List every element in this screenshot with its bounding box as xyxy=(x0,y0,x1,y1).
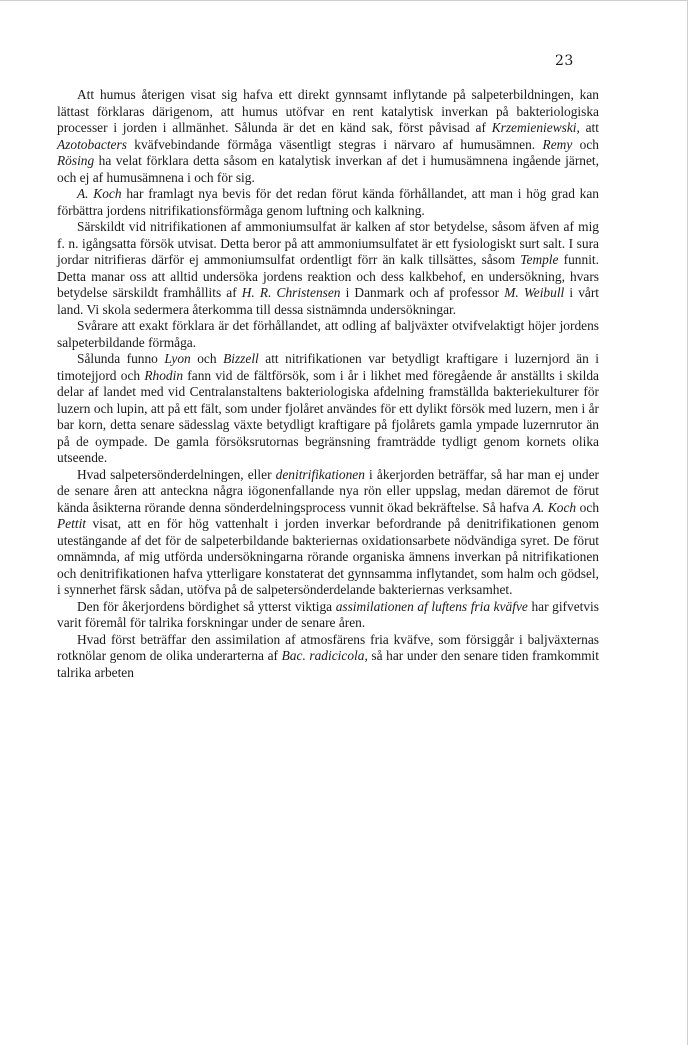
text-run: och xyxy=(576,499,600,515)
italic-name: denitrifikationen xyxy=(275,466,365,482)
paragraph xyxy=(57,87,599,186)
text-run: Svårare att exakt förklara är det förhållandet, att odling af baljväxter otvifvelaktigt höjer jordens salpeterbildande förmåga. xyxy=(57,318,599,350)
paragraph xyxy=(57,599,599,632)
italic-name: A. Koch xyxy=(77,186,122,201)
paragraph xyxy=(57,632,599,682)
italic-name: A. Koch xyxy=(532,499,577,515)
paragraph xyxy=(57,318,599,351)
text-run: och xyxy=(190,351,224,366)
italic-name: Azotobacters xyxy=(57,136,127,152)
text-run: har gifvetvis varit föremål för talrika forskningar under de senare åren. xyxy=(57,598,599,630)
text-run: i Danmark och af professor xyxy=(340,285,505,300)
paragraph xyxy=(57,186,599,219)
italic-name: Lyon xyxy=(164,351,191,366)
italic-name: Temple xyxy=(520,252,559,267)
italic-name: Remy xyxy=(542,136,573,152)
text-run: Hvad salpetersönderdelningen, eller xyxy=(77,466,276,482)
text-run: Att humus återigen visat sig hafva ett direkt gynnsamt inflytande på salpeterbildningen, kan lättast förklaras därigenom, att humus utöfvar en rent katalytisk inverkan på bakteriologiska processer i jorden i allmänhet. Sålunda är det en känd sak, först påvisad af xyxy=(57,87,599,135)
paragraph xyxy=(57,219,599,318)
text-run: i vårt land. Vi skola sedermera återkomma till dessa sistnämnda undersökningar. xyxy=(57,285,600,317)
italic-name: Pettit xyxy=(57,516,87,531)
text-run: att nitrifikationen var betydligt kraftigare i luzernjord än i timotejjord och xyxy=(57,351,600,383)
italic-name: Krzemieniewski xyxy=(491,120,577,135)
text-run: funnit. Detta manar oss att alltid undersöka jordens reaktion och dess kalkbehof, en undersökning, hvars betydelse särskildt framhållits af xyxy=(57,252,599,300)
text-run: Hvad först beträffar den assimilation af atmosfärens fria kväfve, som försiggår i baljväxternas rotknölar genom de olika underarterna af xyxy=(57,631,599,663)
text-run: kväfvebindande förmåga väsentligt stegras i närvaro af humusämnen. xyxy=(126,136,543,152)
text-run: , att xyxy=(576,120,599,135)
text-run: Den för åkerjordens bördighet så ytterst viktiga xyxy=(77,598,336,614)
italic-name: M. Weibull xyxy=(504,285,565,300)
text-run: Särskildt vid nitrifikationen af ammoniumsulfat är kalken af stor betydelse, såsom äfven af mig f. n. igångsatta försök utvisat. Detta beror på att ammoniumsulfatet är ett fysiologiskt surt salt. I sura jordar nitrifieras därför ej ammoniumsulfat ordentligt förr än kalk tillsättes, såsom xyxy=(57,219,599,267)
italic-name: Bizzell xyxy=(223,351,259,366)
text-run: och xyxy=(572,136,599,152)
italic-name: Rösing xyxy=(57,153,95,168)
text-run: , så har under den senare tiden framkommit talrika arbeten xyxy=(57,648,599,680)
italic-name: assimilationen af luftens fria kväfve xyxy=(335,598,528,614)
body-text xyxy=(57,87,599,681)
text-run: Sålunda funno xyxy=(77,351,165,366)
paragraph xyxy=(57,467,599,599)
page-number: 23 xyxy=(555,53,574,69)
italic-name: Bac. radicicola xyxy=(281,648,365,663)
text-run: ha velat förklara detta såsom en katalytisk inverkan af det i humusämnena ingående järnet, och ej af humusämnena i och för sig. xyxy=(57,153,599,185)
text-run: visat, att en för hög vattenhalt i jorden inverkar befordrande på denitrifikationen genom utestängande af det för de salpeterbildande bakteriernas oxidationsarbete nödvändiga syret. De förut omnämnda, af mig utförda undersökningarna rörande organiska ämnens inverkan på nitrifikationen och denitrifikationen hafva ytterligare konstaterat det gynnsamma inflytandet, som halm och gödsel, i synnerhet färsk sådan, utöfva på de salpetersönderdelande bakteriernas verksamhet. xyxy=(57,516,599,597)
text-run: fann vid de fältförsök, som i år i likhet med föregående år anställts i skilda delar af landet med vid Centralanstaltens bakteriologiska afdelning framställda bakteriekulturer för luzern och lupin, att på ett fält, som under fjolåret användes för ett dylikt försök med luzern, men i år bar korn, detta senare sädesslag växte betydligt kraftigare på fjolårets gamla ympade luzernrutor än på de oympade. De gamla försöksrutornas begränsning framträdde tydligt genom kornets olika utseende. xyxy=(57,367,599,465)
paragraph xyxy=(57,351,599,467)
text-run: i åkerjorden beträffar, så har man ej under de senare åren att anteckna några iögonenfallande nya rön eller uppslag, medan däremot de förut kända åsikterna rörande denna sönderdelningsprocess vunnit ökad bekräftelse. Så hafva xyxy=(57,466,599,515)
text-run: har framlagt nya bevis för det redan förut kända förhållandet, att man i hög grad kan förbättra jordens nitrifikationsförmåga genom luftning och kalkning. xyxy=(57,186,599,218)
italic-name: Rhodin xyxy=(144,367,184,383)
italic-name: H. R. Christensen xyxy=(241,285,341,300)
